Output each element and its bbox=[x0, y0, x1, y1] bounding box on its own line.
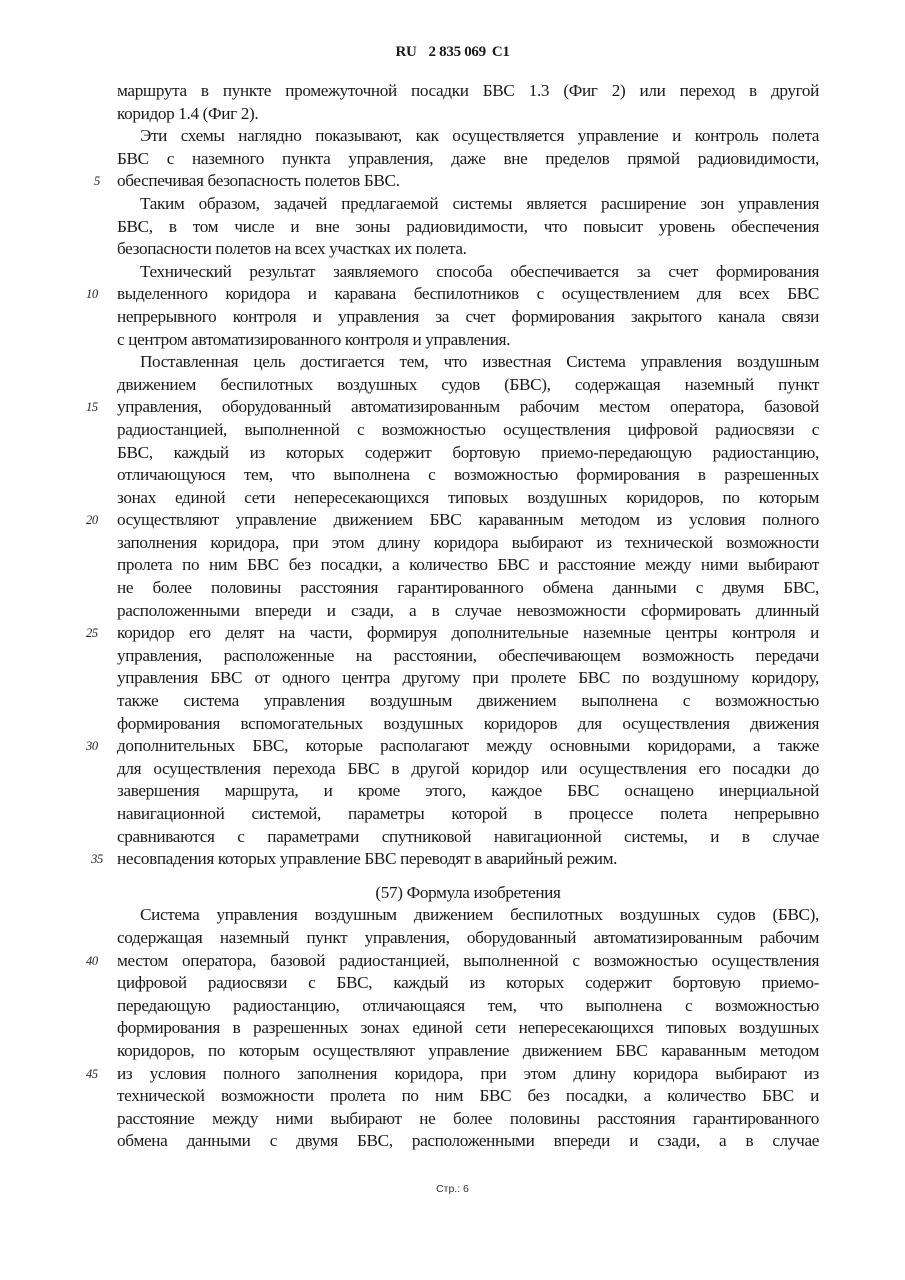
line-text: не более половины расстояния гарантированного обмена данными с двумя БВС, bbox=[117, 578, 819, 598]
text-line bbox=[117, 374, 819, 397]
line-text: коридор его делят на части, формируя дополнительные наземные центры контроля и bbox=[117, 623, 819, 643]
text-line bbox=[117, 713, 819, 736]
line-text: Система управления воздушным движением беспилотных воздушных судов (БВС), bbox=[140, 905, 819, 925]
line-text: Эти схемы наглядно показывают, как осуществляется управление и контроль полета bbox=[140, 126, 819, 146]
text-line bbox=[117, 1040, 819, 1063]
text-line bbox=[86, 1063, 819, 1086]
line-text: осуществляют управление движением БВС караванным методом из условия полного bbox=[117, 510, 819, 530]
line-text: маршрута в пункте промежуточной посадки БВС 1.3 (Фиг 2) или переход в другой bbox=[117, 81, 819, 100]
text-line bbox=[117, 193, 819, 216]
line-text: обеспечивая безопасность полетов БВС. bbox=[117, 171, 400, 191]
line-text: технической возможности пролета по ним БВС без посадки, а количество БВС и bbox=[117, 1086, 819, 1106]
text-line bbox=[117, 690, 819, 713]
text-line bbox=[117, 464, 819, 487]
patent-header bbox=[0, 44, 905, 61]
text-line bbox=[117, 1017, 819, 1040]
line-text: коридор 1.4 (Фиг 2). bbox=[117, 103, 259, 123]
line-number: 30 bbox=[86, 739, 98, 754]
text-line bbox=[117, 803, 819, 826]
line-text: несовпадения которых управление БВС переводят в аварийный режим. bbox=[117, 849, 618, 869]
text-line bbox=[86, 509, 819, 532]
text-line bbox=[117, 1108, 819, 1131]
text-line bbox=[117, 554, 819, 577]
text-line bbox=[117, 80, 819, 103]
text-line bbox=[86, 735, 819, 758]
text-line bbox=[117, 758, 819, 781]
line-text: зонах единой сети непересекающихся типовых воздушных коридоров, по которым bbox=[117, 487, 819, 507]
line-number: 25 bbox=[86, 626, 98, 641]
line-number: 40 bbox=[86, 953, 98, 968]
description-text bbox=[86, 80, 819, 871]
text-line bbox=[86, 950, 819, 973]
text-line bbox=[117, 904, 819, 927]
line-text: расположенными впереди и сзади, а в случае невозможности сформировать длинный bbox=[117, 600, 819, 620]
line-number: 20 bbox=[86, 513, 98, 528]
line-text: расстояние между ними выбирают не более половины расстояния гарантированного bbox=[117, 1108, 819, 1128]
line-text: безопасности полетов на всех участках их полета. bbox=[117, 239, 467, 259]
line-text: местом оператора, базовой радиостанцией, выполненной с возможностью осуществления bbox=[117, 950, 819, 970]
line-text: из условия полного заполнения коридора, при этом длину коридора выбирают из bbox=[117, 1063, 819, 1083]
line-number: 5 bbox=[94, 174, 100, 189]
line-number: 45 bbox=[86, 1066, 98, 1081]
text-line bbox=[86, 396, 819, 419]
line-text: содержащая наземный пункт управления, оборудованный автоматизированным рабочим bbox=[117, 927, 819, 947]
text-line bbox=[117, 667, 819, 690]
line-text: управления, оборудованный автоматизированным рабочим местом оператора, базовой bbox=[117, 397, 819, 417]
text-line bbox=[117, 995, 819, 1018]
line-text: движением беспилотных воздушных судов (БВС), содержащая наземный пункт bbox=[117, 374, 819, 394]
line-text: цифровой радиосвязи с БВС, каждый из которых содержит бортовую приемо- bbox=[117, 973, 819, 993]
claims-text bbox=[86, 904, 819, 1153]
text-line bbox=[117, 442, 819, 465]
line-number: 10 bbox=[86, 287, 98, 302]
text-line bbox=[117, 927, 819, 950]
text-line bbox=[117, 148, 819, 171]
line-text: также система управления воздушным движением выполнена с возможностью bbox=[117, 691, 819, 711]
text-line bbox=[117, 780, 819, 803]
line-text: отличающуюся тем, что выполнена с возможностью формирования в разрешенных bbox=[117, 465, 819, 485]
line-text: обмена данными с двумя БВС, расположенными впереди и сзади, а в случае bbox=[117, 1131, 819, 1151]
text-line bbox=[117, 577, 819, 600]
text-line bbox=[117, 1130, 819, 1153]
line-text: сравниваются с параметрами спутниковой навигационной системы, и в случае bbox=[117, 826, 819, 846]
line-text: Технический результат заявляемого способа обеспечивается за счет формирования bbox=[140, 261, 819, 281]
line-text: непрерывного контроля и управления за счет формирования закрытого канала связи bbox=[117, 306, 819, 326]
patent-number: 2 835 069 bbox=[428, 44, 486, 60]
line-text: БВС, в том числе и вне зоны радиовидимости, что повысит уровень обеспечения bbox=[117, 216, 819, 236]
text-line bbox=[117, 216, 819, 239]
line-text: Поставленная цель достигается тем, что известная Система управления воздушным bbox=[140, 352, 819, 372]
line-number: 15 bbox=[86, 400, 98, 415]
text-line bbox=[117, 645, 819, 668]
line-number: 35 bbox=[91, 852, 103, 867]
text-line bbox=[117, 487, 819, 510]
line-text: дополнительных БВС, которые располагают между основными коридорами, а также bbox=[117, 736, 819, 756]
text-line bbox=[91, 848, 819, 871]
line-text: коридоров, по которым осуществляют управление движением БВС караванным методом bbox=[117, 1040, 819, 1060]
line-text: заполнения коридора, при этом длину коридора выбирают из технической возможности bbox=[117, 532, 819, 552]
text-line bbox=[117, 238, 819, 261]
line-text: БВС с наземного пункта управления, даже вне пределов прямой радиовидимости, bbox=[117, 148, 819, 168]
text-line bbox=[117, 329, 819, 352]
text-line bbox=[117, 419, 819, 442]
document-body bbox=[86, 80, 819, 1153]
line-text: управления, расположенные на расстоянии, обеспечивающем возможность передачи bbox=[117, 645, 819, 665]
line-text: Таким образом, задачей предлагаемой системы является расширение зон управления bbox=[140, 193, 819, 213]
line-text: радиостанцией, выполненной с возможностью осуществления цифровой радиосвязи с bbox=[117, 419, 819, 439]
line-text: управления БВС от одного центра другому при пролете БВС по воздушному коридору, bbox=[117, 668, 819, 688]
line-text: завершения маршрута, и кроме этого, каждое БВС оснащено инерциальной bbox=[117, 781, 819, 801]
text-line bbox=[86, 283, 819, 306]
line-text: с центром автоматизированного контроля и управления. bbox=[117, 329, 511, 349]
text-line bbox=[94, 170, 819, 193]
text-line bbox=[117, 600, 819, 623]
line-text: навигационной системой, параметры которой в процессе полета непрерывно bbox=[117, 804, 819, 823]
line-text: пролета по ним БВС без посадки, а количество БВС и расстояние между ними выбирают bbox=[117, 555, 819, 575]
kind-code: C1 bbox=[491, 44, 510, 60]
text-line bbox=[117, 125, 819, 148]
text-line bbox=[117, 532, 819, 555]
text-line bbox=[117, 1085, 819, 1108]
text-line bbox=[117, 306, 819, 329]
line-text: выделенного коридора и каравана беспилотников с осуществлением для всех БВС bbox=[117, 284, 819, 304]
text-line bbox=[117, 103, 819, 126]
text-line bbox=[117, 351, 819, 374]
text-line bbox=[86, 622, 819, 645]
line-text: формирования вспомогательных воздушных коридоров для осуществления движения bbox=[117, 713, 819, 733]
text-line bbox=[117, 261, 819, 284]
section-heading: (57) Формула изобретения bbox=[375, 882, 561, 902]
line-text: передающую радиостанцию, отличающаяся тем, что выполнена с возможностью bbox=[117, 995, 819, 1015]
text-line bbox=[117, 826, 819, 849]
country-code: RU bbox=[395, 44, 417, 60]
text-line bbox=[117, 972, 819, 995]
page-number: Стр.: 6 bbox=[436, 1183, 469, 1195]
line-text: БВС, каждый из которых содержит бортовую приемо-передающую радиостанцию, bbox=[117, 442, 819, 462]
line-text: для осуществления перехода БВС в другой коридор или осуществления его посадки до bbox=[117, 758, 819, 778]
line-text: формирования в разрешенных зонах единой сети непересекающихся типовых воздушных bbox=[117, 1018, 819, 1038]
